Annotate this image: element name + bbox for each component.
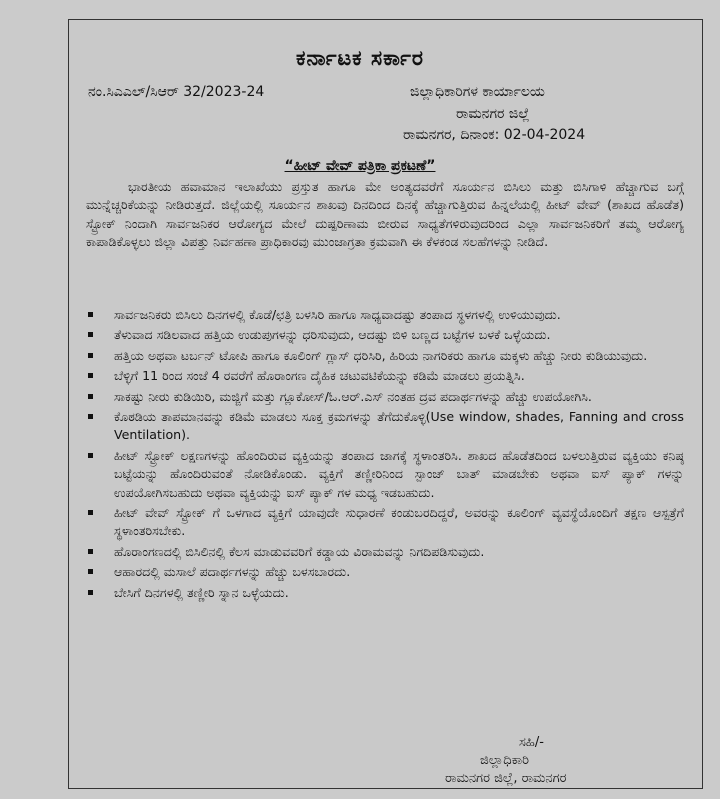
bullet-icon xyxy=(88,312,93,317)
office-name: ಜಿಲ್ಲಾಧಿಕಾರಿಗಳ ಕಾರ್ಯಾಲಯ xyxy=(410,84,545,100)
bullet-icon xyxy=(88,332,93,337)
advisory-text: ತೆಳುವಾದ ಸಡಿಲವಾದ ಹತ್ತಿಯ ಉಡುಪುಗಳನ್ನು ಧರಿಸುವುದು, ಆದಷ್ಟು ಬಿಳಿ ಬಣ್ಣದ ಬಟ್ಟೆಗಳ ಬಳಕೆ ಒಳ್ಳೆಯದು. xyxy=(114,327,551,343)
advisory-text: ಹೊರಾಂಗಣದಲ್ಲಿ ಬಿಸಿಲಿನಲ್ಲಿ ಕೆಲಸ ಮಾಡುವವರಿಗೆ ಕಡ್ಡಾಯ ವಿರಾಮವನ್ನು ನಿಗದಿಪಡಿಸುವುದು. xyxy=(114,543,485,559)
advisory-list xyxy=(88,306,684,604)
intro-paragraph: ಭಾರತೀಯ ಹವಾಮಾನ ಇಲಾಖೆಯು ಪ್ರಸ್ತುತ ಹಾಗೂ ಮೇ ಅಂತ್ಯದವರೆಗೆ ಸೂರ್ಯನ ಬಿಸಿಲು ಮತ್ತು ಬಿಸಿಗಾಳಿ ಹೆಚ್ಚಾಗುವ ಬಗ್ಗೆ ಮುನ್ನೆಚ್ಚರಿಕೆಯನ್ನು ನೀಡಿರುತ್ತದೆ. ಜಿಲ್ಲೆಯಲ್ಲಿ ಸೂರ್ಯನ ಶಾಖವು ದಿನದಿಂದ ದಿನಕ್ಕೆ ಹೆಚ್ಚಾಗುತ್ತಿರುವ ಹಿನ್ನಲೆಯಲ್ಲಿ ಹೀಟ್ ವೇವ್ (ಶಾಖದ ಹೊಡೆತ) ಸ್ಟ್ರೋಕ್ ನಿಂದಾಗಿ ಸಾರ್ವಜನಿಕರ ಆರೋಗ್ಯದ ಮೇಲೆ ದುಷ್ಪರಿಣಾಮ ಬೀರುವ ಸಾಧ್ಯತೆಗಳಿರುವುದರಿಂದ ಎಲ್ಲಾ ಸಾರ್ವಜನಿಕರಿಗೆ ತಮ್ಮ ಆರೋಗ್ಯ ಕಾಪಾಡಿಕೊಳ್ಳಲು ಜಿಲ್ಲಾ ವಿಪತ್ತು ನಿರ್ವಹಣಾ ಪ್ರಾಧಿಕಾರವು ಮುಂಜಾಗ್ರತಾ ಕ್ರಮವಾಗಿ ಈ ಕೆಳಕಂಡ ಸಲಹೆಗಳನ್ನು ನೀಡಿದೆ. xyxy=(86,179,684,250)
signatory-designation: ಜಿಲ್ಲಾಧಿಕಾರಿ xyxy=(480,753,529,768)
advisory-text: ಹೀಟ್ ಸ್ಟ್ರೋಕ್ ಲಕ್ಷಣಗಳನ್ನು ಹೊಂದಿರುವ ವ್ಯಕ್ತಿಯನ್ನು ತಂಪಾದ ಜಾಗಕ್ಕೆ ಸ್ಥಳಾಂತರಿಸಿ. ಶಾಖದ ಹೊಡೆತದಿಂದ ಬಳಲುತ್ತಿರುವ ವ್ಯಕ್ತಿಯು ಕನಿಷ್ಠ ಬಟ್ಟೆಯನ್ನು ಹೊಂದಿರುವಂತೆ ನೋಡಿಕೊಂಡು. ವ್ಯಕ್ತಿಗೆ ತಣ್ಣೀರಿನಿಂದ ಸ್ಪಾಂಜ್ ಬಾತ್ ಮಾಡಬೇಕು ಅಥವಾ ಐಸ್ ಪ್ಯಾಕ್ ಗಳನ್ನು ಉಪಯೋಗಿಸಬಹುದು ಅಥವಾ ವ್ಯಕ್ತಿಯನ್ನು ಐಸ್ ಪ್ಯಾಕ್ ಗಳ ಮಧ್ಯ ಇಡಬಹುದು. xyxy=(114,447,684,500)
signatory-location: ರಾಮನಗರ ಜಿಲ್ಲೆ, ರಾಮನಗರ xyxy=(445,771,567,786)
reference-number: ನಂ.ಸಿಎಎಲ್/ಸಿಆರ್ 32/2023-24 xyxy=(88,84,265,100)
bullet-icon xyxy=(88,549,93,554)
advisory-text: ಆಹಾರದಲ್ಲಿ ಮಸಾಲೆ ಪದಾರ್ಥಗಳನ್ನು ಹೆಚ್ಚು ಬಳಸಬಾರದು. xyxy=(114,564,351,580)
list-item xyxy=(88,347,684,365)
bullet-icon xyxy=(88,569,93,574)
list-item xyxy=(88,504,684,541)
bullet-icon xyxy=(88,394,93,399)
list-item xyxy=(88,584,684,602)
signature-mark: ಸಹಿ/- xyxy=(519,735,544,750)
advisory-text: ಕೊಠಡಿಯ ತಾಪಮಾನವನ್ನು ಕಡಿಮೆ ಮಾಡಲು ಸೂಕ್ತ ಕ್ರಮಗಳನ್ನು ತೆಗೆದುಕೊಳ್ಳಿ(Use window, shades, Fanning and cross Ventilation). xyxy=(114,409,684,443)
bullet-icon xyxy=(88,590,93,595)
list-item xyxy=(88,543,684,561)
list-item xyxy=(88,326,684,344)
advisory-text: ಹತ್ತಿಯ ಅಥವಾ ಟರ್ಬನ್ ಟೋಪಿ ಹಾಗೂ ಕೂಲಿಂಗ್ ಗ್ಲಾಸ್ ಧರಿಸಿರಿ, ಹಿರಿಯ ನಾಗರಿಕರು ಹಾಗೂ ಮಕ್ಕಳು ಹೆಚ್ಚು ನೀರು ಕುಡಿಯುವುದು. xyxy=(114,347,648,363)
advisory-text: ಸಾರ್ವಜನಿಕರು ಬಿಸಿಲು ದಿನಗಳಲ್ಲಿ ಕೊಡೆ/ಛತ್ರಿ ಬಳಸಿರಿ ಹಾಗೂ ಸಾಧ್ಯವಾದಷ್ಟು ತಂಪಾದ ಸ್ಥಳಗಳಲ್ಲಿ ಉಳಿಯುವುದು. xyxy=(114,307,561,322)
district-name: ರಾಮನಗರ ಜಿಲ್ಲೆ xyxy=(456,106,530,122)
list-item xyxy=(88,367,684,385)
list-item xyxy=(88,388,684,406)
list-item xyxy=(88,408,684,445)
list-item xyxy=(88,447,684,502)
advisory-text: ಹೀಟ್ ವೇವ್ ಸ್ಟ್ರೋಕ್ ಗೆ ಒಳಗಾದ ವ್ಯಕ್ತಿಗೆ ಯಾವುದೇ ಸುಧಾರಣೆ ಕಂಡುಬರದಿದ್ದರೆ, ಅವರನ್ನು ಕೂಲಿಂಗ್ ವ್ಯವಸ್ಥೆಯೊಂದಿಗೆ ತಕ್ಷಣ ಆಸ್ಪತ್ರೆಗೆ ಸ್ಥಳಾಂತರಿಸಬೇಕು. xyxy=(114,505,684,539)
bullet-icon xyxy=(88,353,93,358)
advisory-text: ಸಾಕಷ್ಟು ನೀರು ಕುಡಿಯಿರಿ, ಮಜ್ಜಿಗೆ ಮತ್ತು ಗ್ಲೂಕೋಸ್/ಓ.ಆರ್.ಎಸ್ ನಂತಹ ದ್ರವ ಪದಾರ್ಥಗಳನ್ನು ಹೆಚ್ಚು ಉಪಯೋಗಿಸಿ. xyxy=(114,388,592,404)
government-title: ಕರ್ನಾಟಕ ಸರ್ಕಾರ xyxy=(296,46,424,70)
bullet-icon xyxy=(88,373,93,378)
advisory-text: ಬೆಳ್ಳಿಗೆ 11 ರಿಂದ ಸಂಜೆ 4 ರವರೆಗೆ ಹೊರಾಂಗಣ ದೈಹಿಕ ಚಟುವಟಿಕೆಯನ್ನು ಕಡಿಮೆ ಮಾಡಲು ಪ್ರಯತ್ನಿಸಿ. xyxy=(114,368,525,384)
list-item xyxy=(88,306,684,324)
bullet-icon xyxy=(88,453,93,458)
bullet-icon xyxy=(88,510,93,515)
place-and-date: ರಾಮನಗರ, ದಿನಾಂಕ: 02-04-2024 xyxy=(403,127,586,143)
press-release-title: “ಹೀಟ್ ವೇವ್ ಪತ್ರಿಕಾ ಪ್ರಕಟಣೆ” xyxy=(284,158,436,174)
bullet-icon xyxy=(88,414,93,419)
list-item xyxy=(88,563,684,581)
advisory-text: ಬೇಸಿಗೆ ದಿನಗಳಲ್ಲಿ ತಣ್ಣೀರಿ ಸ್ನಾನ ಒಳ್ಳೆಯದು. xyxy=(114,584,289,600)
